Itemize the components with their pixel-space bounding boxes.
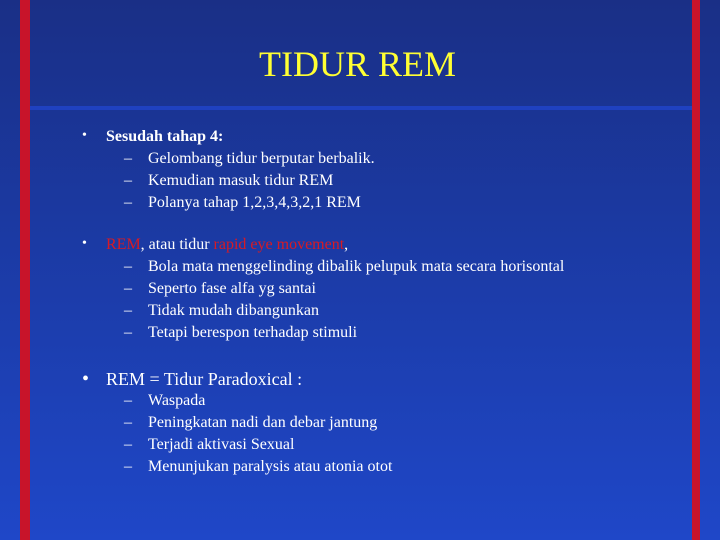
sub-item: – Terjadi aktivasi Sexual [124,436,295,453]
bullet-heading-2: REM, atau tidur rapid eye movement, [106,236,349,253]
title-divider [30,106,692,110]
sub-item: – Kemudian masuk tidur REM [124,172,334,189]
bullet-marker: • [82,128,87,143]
bullet-marker: • [82,236,87,251]
term-rapid-eye-movement: rapid eye movement [213,236,345,253]
sub-item: – Waspada [124,392,206,409]
right-accent-bar [692,0,700,540]
sub-item: – Tetapi berespon terhadap stimuli [124,324,358,341]
sub-item: – Bola mata menggelinding dibalik pelupuk mata secara horisontal [124,258,565,275]
sub-item: – Gelombang tidur berputar berbalik. [124,150,375,167]
bullet-heading-1: Sesudah tahap 4: [106,128,224,145]
left-accent-bar [20,0,30,540]
term-rem: REM [106,236,141,253]
sub-item: – Polanya tahap 1,2,3,4,3,2,1 REM [124,194,361,211]
sub-item: – Menunjukan paralysis atau atonia otot [124,458,393,475]
sub-item: – Seperto fase alfa yg santai [124,280,316,297]
bullet-heading-3: REM = Tidur Paradoxical : [106,369,303,389]
slide-title: TIDUR REM [259,44,456,84]
sub-item: – Tidak mudah dibangunkan [124,302,319,319]
bullet-marker: • [82,368,90,390]
sub-item: – Peningkatan nadi dan debar jantung [124,414,378,431]
